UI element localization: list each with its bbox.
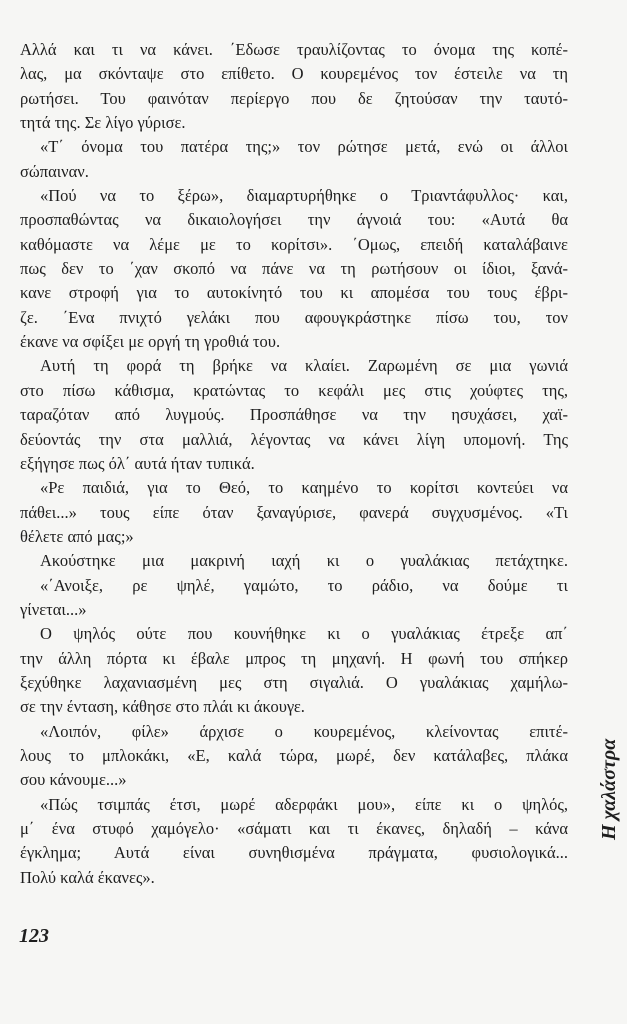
text-line: Αλλά και τι να κάνει. ΄Εδωσε τραυλίζοντας το όνομα της κοπέ- <box>20 40 568 59</box>
running-head: Η χαλάστρα <box>598 738 620 840</box>
text-line: έκανε να σφίξει με οργή τη γροθιά του. <box>20 332 281 352</box>
text-line: εξήγησε πως όλ΄ αυτά ήταν τυπικά. <box>20 453 255 473</box>
text-line: την άλλη πόρτα κι έβαλε μπρος τη μηχανή. Η φωνή του σπήκερ <box>20 648 568 668</box>
text-line: πάθει...» τους είπε όταν ξαναγύρισε, φανερά συγχυσμένος. «Τι <box>20 502 568 522</box>
text-line: σώπαιναν. <box>20 161 89 181</box>
text-line: θέλετε από μας;» <box>20 526 134 546</box>
text-line: σου κάνουμε...» <box>20 770 127 790</box>
page-number: 123 <box>19 925 49 947</box>
text-line: Ο ψηλός ούτε που κουνήθηκε κι ο γυαλάκιας έτρεξε απ΄ <box>40 624 568 644</box>
text-line: «Λοιπόν, φίλε» άρχισε ο κουρεμένος, κλείνοντας επιτέ- <box>40 721 568 741</box>
text-line: «Ρε παιδιά, για το Θεό, το καημένο το κορίτσι κοντεύει να <box>40 478 568 498</box>
text-line: «΄Ανοιξε, ρε ψηλέ, γαμώτο, το ράδιο, να δούμε τι <box>40 575 568 595</box>
text-line: δεύοντάς την στα μαλλιά, λέγοντας να κάνει λίγη υπομονή. Της <box>20 429 568 449</box>
text-line: γίνεται...» <box>20 599 87 619</box>
text-line: πως δεν το ΄χαν σκοπό να πάνε να τη ρωτήσουν οι ίδιοι, ξανά- <box>20 259 568 279</box>
text-line: μ΄ ένα στυφό χαμόγελο· «σάματι και τι έκανες, δηλαδή – κάνα <box>20 819 568 838</box>
text-line: Ακούστηκε μια μακρινή ιαχή κι ο γυαλάκιας πετάχτηκε. <box>40 551 568 571</box>
text-line: κανε στροφή για το αυτοκίνητό του κι απομέσα του τους έβρι- <box>20 283 568 303</box>
text-line: Πολύ καλά έκανες». <box>20 867 155 887</box>
text-line: σε την ένταση, κάθησε στο πλάι κι άκουγε. <box>20 697 305 717</box>
body-text <box>20 38 568 890</box>
text-line: λους το μπλοκάκι, «Ε, καλά τώρα, μωρέ, δεν κατάλαβες, πλάκα <box>20 745 568 765</box>
text-line: καθόμαστε να λέμε με το κορίτσι». ΄Ομως, επειδή καταλάβαινε <box>20 234 568 254</box>
text-line: «Πού να το ξέρω», διαμαρτυρήθηκε ο Τριαντάφυλλος· και, <box>40 186 568 206</box>
text-line: λας, μα σκόνταψε στο επίθετο. Ο κουρεμένος τον έστειλε να τη <box>20 64 568 84</box>
text-line: «Πώς τσιμπάς έτσι, μωρέ αδερφάκι μου», είπε κι ο ψηλός, <box>40 794 568 814</box>
text-line: Αυτή τη φορά τη βρήκε να κλαίει. Ζαρωμένη σε μια γωνιά <box>40 356 568 376</box>
text-line: «Τ΄ όνομα του πατέρα της;» τον ρώτησε μετά, ενώ οι άλλοι <box>40 137 568 157</box>
text-line: ρωτήσει. Του φαινόταν περίεργο που δε ζητούσαν την ταυτό- <box>20 88 568 108</box>
text-line: ταραζόταν από λυγμούς. Προσπάθησε να την ησυχάσει, χαϊ- <box>20 405 568 425</box>
text-line: τητά της. Σε λίγο γύρισε. <box>20 113 186 133</box>
text-line: προσπαθώντας να δικαιολογήσει την άγνοιά του: «Αυτά θα <box>20 210 568 230</box>
text-line: στο πίσω κάθισμα, κρατώντας το κεφάλι μες στις χούφτες της, <box>20 380 568 400</box>
text-line: ζε. ΄Ενα πνιχτό γελάκι που αφουγκράστηκε πίσω του, τον <box>20 307 568 327</box>
text-line: ξεχύθηκε λαχανιασμένη μες στη σιγαλιά. Ο γυαλάκιας χαμήλω- <box>20 672 568 692</box>
text-line: έγκλημα; Αυτά είναι συνηθισμένα πράγματα, φυσιολογικά... <box>20 843 568 863</box>
